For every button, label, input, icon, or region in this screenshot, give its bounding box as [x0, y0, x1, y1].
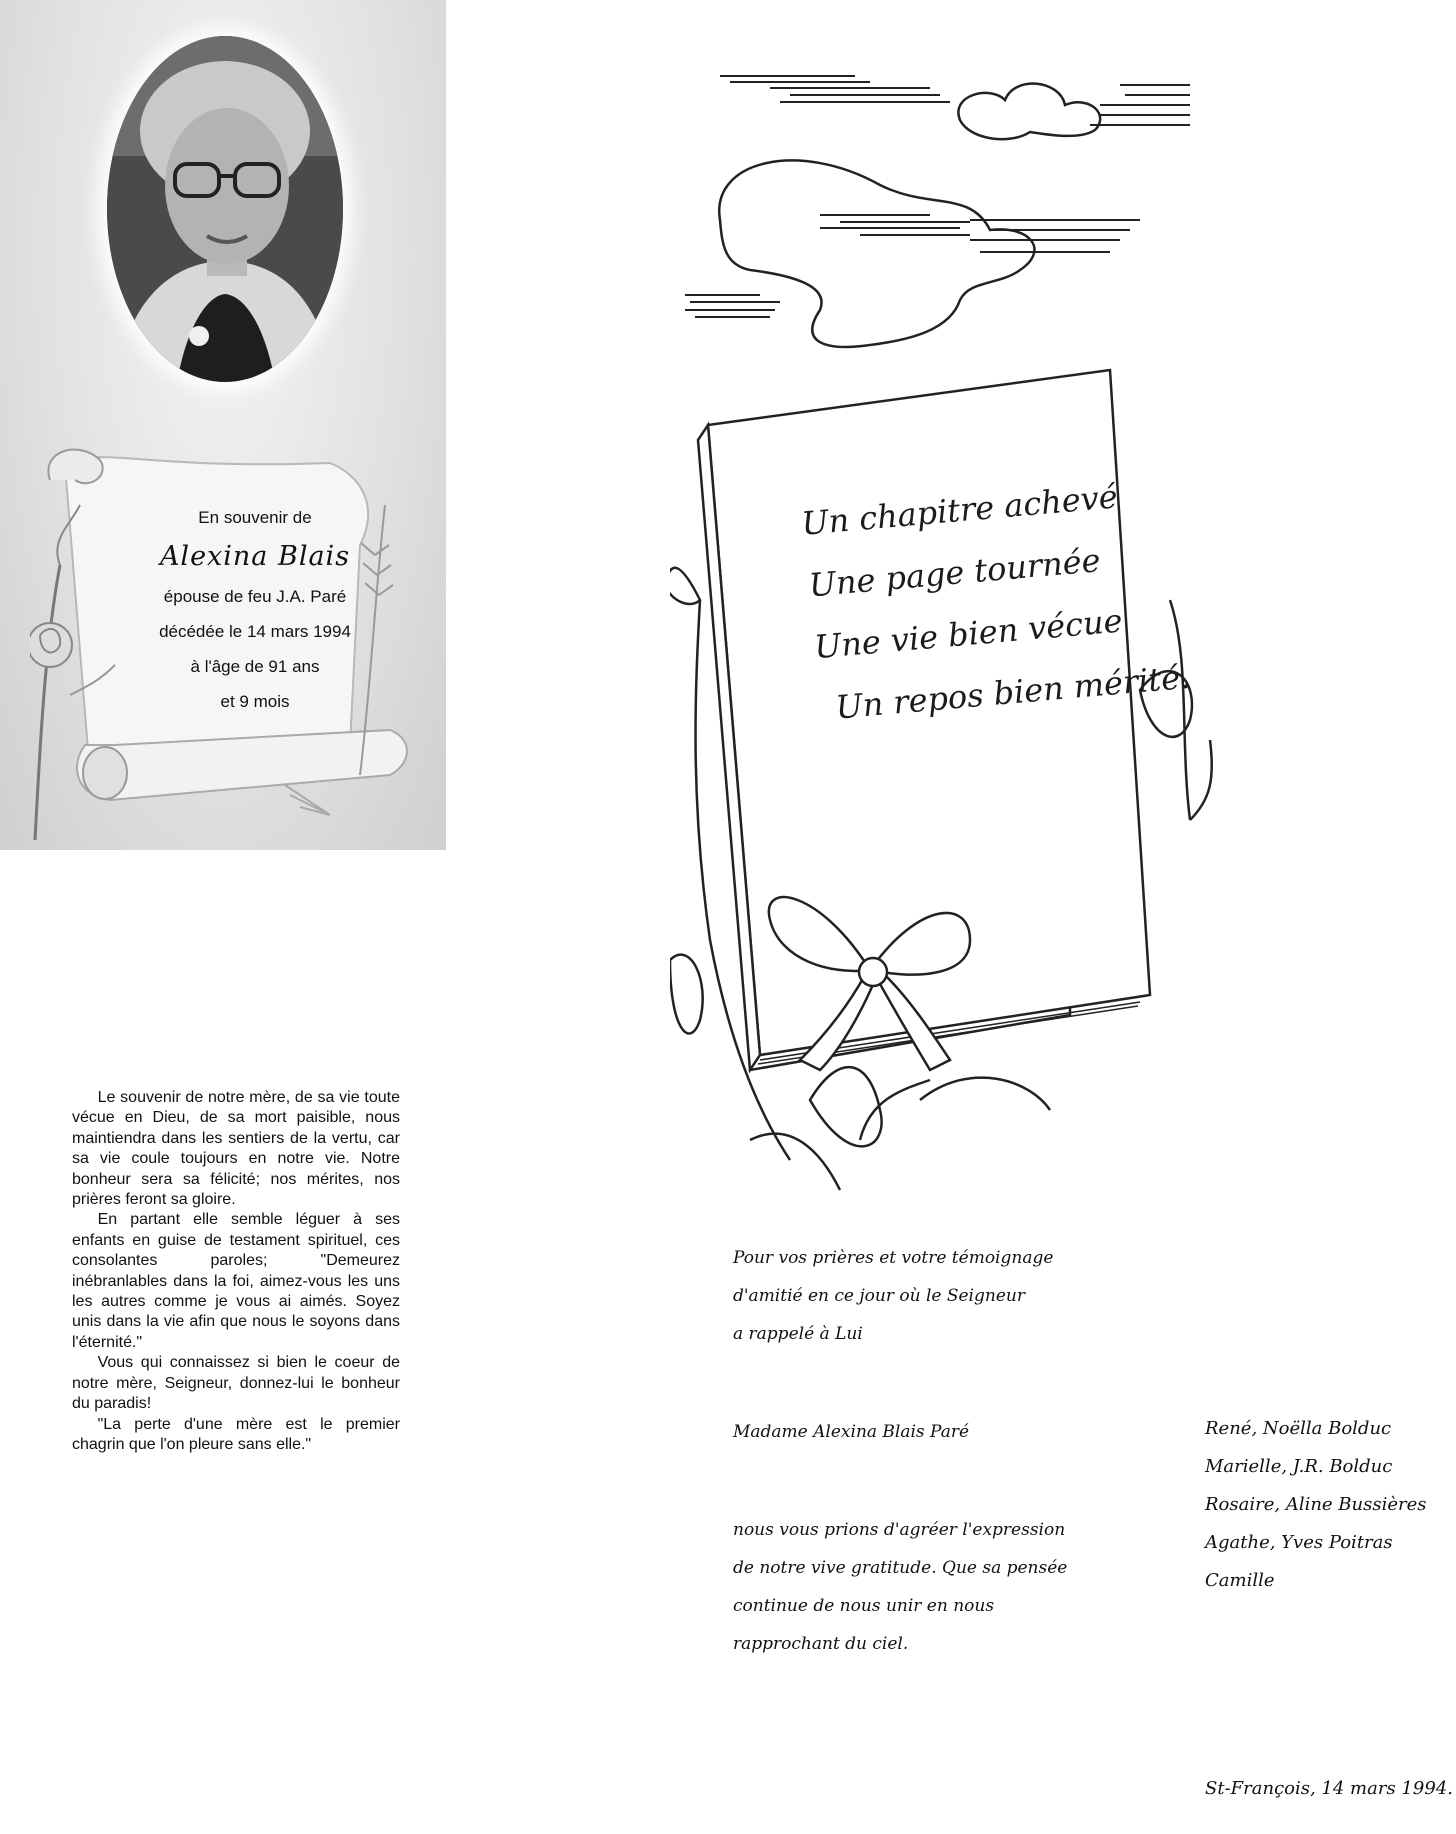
thanks-line: de notre vive gratitude. Que sa pensée [733, 1558, 1068, 1578]
family-member: Camille [1205, 1570, 1275, 1591]
tribute-paragraph: Le souvenir de notre mère, de sa vie toute vécue en Dieu, de sa mort paisible, nous maintiendra dans les sentiers de la vertu, car sa vie coule toujours en notre vie. Notre bonheur sera sa félicité; nos mérites, nos prières feront sa gloire. [72, 1089, 400, 1209]
tribute-paragraph: Vous qui connaissez si bien le coeur de notre mère, Seigneur, donnez-lui le bonheur du paradis! [72, 1354, 400, 1413]
place-date: St-François, 14 mars 1994. [1205, 1778, 1453, 1799]
thanks-message [733, 1248, 1093, 1672]
tribute-text [72, 1088, 400, 1455]
family-member: Agathe, Yves Poitras [1205, 1532, 1393, 1553]
family-member: Rosaire, Aline Bussières [1205, 1494, 1427, 1515]
portrait-photo [107, 36, 343, 382]
thanks-deceased-name: Madame Alexina Blais Paré [733, 1422, 970, 1442]
memorial-inscription [130, 500, 380, 719]
inscription-death-date: décédée le 14 mars 1994 [159, 622, 351, 641]
family-member: René, Noëlla Bolduc [1205, 1418, 1392, 1439]
inscription-age-months: et 9 mois [220, 692, 290, 711]
book-poem-line: Une vie bien vécue [812, 601, 1124, 667]
family-member: Marielle, J.R. Bolduc [1205, 1456, 1393, 1477]
book-poem-line: Un repos bien mérité. [834, 657, 1192, 727]
memorial-card [0, 0, 446, 850]
book-poem [800, 477, 1192, 752]
thanks-line: Pour vos prières et votre témoignage [733, 1248, 1054, 1268]
book-poem-line: Une page tournée [807, 541, 1102, 605]
inscription-spouse: épouse de feu J.A. Paré [163, 587, 347, 606]
book-poem-line: Un chapitre achevé [800, 477, 1120, 543]
inscription-intro: En souvenir de [198, 508, 312, 527]
thanks-line: d'amitié en ce jour où le Seigneur [733, 1286, 1025, 1306]
thanks-line: rapprochant du ciel. [733, 1634, 909, 1654]
thanks-line: a rappelé à Lui [733, 1324, 863, 1344]
thanks-line: continue de nous unir en nous [733, 1596, 995, 1616]
family-signatures [1205, 1418, 1425, 1608]
thanks-line: nous vous prions d'agréer l'expression [733, 1520, 1066, 1540]
tribute-paragraph: En partant elle semble léguer à ses enfants en guise de testament spirituel, ces consolantes paroles; "Demeurez inébranlables dans la foi, aimez-vous les uns les autres comme je vous ai aimés. Soyez unis dans la vie afin que nous le soyons dans l'éternité." [72, 1211, 400, 1351]
inscription-age: à l'âge de 91 ans [190, 657, 320, 676]
deceased-name: Alexina Blais [159, 541, 351, 572]
tribute-paragraph: "La perte d'une mère est le premier chagrin que l'on pleure sans elle." [72, 1415, 400, 1453]
